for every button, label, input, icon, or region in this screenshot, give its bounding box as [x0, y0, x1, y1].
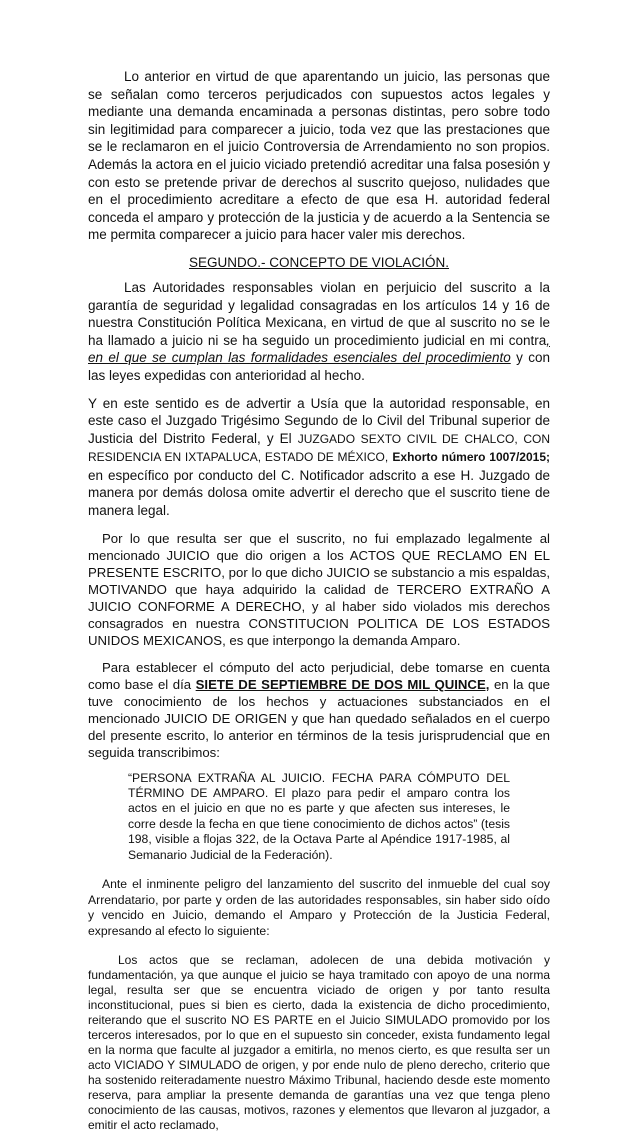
paragraph-5-end: en la que tuve conocimiento de los hechos y actuaciones substanciados en el mencionado JUICIO DE ORIGEN y que han quedado señalados en el cuerpo del presente escrito, lo anterior en términos de la tesis jurisprudencial que en seguida transcribimos: — [88, 676, 550, 760]
paragraph-2-emphasis: en el que se cumplan las formalidades esenciales del procedimiento — [88, 350, 511, 366]
paragraph-3 — [88, 395, 550, 520]
paragraph-2 — [88, 279, 550, 385]
paragraph-5-date: SIETE DE SEPTIEMBRE DE DOS MIL QUINCE, — [195, 676, 490, 692]
paragraph-3-text: Y en este sentido es de advertir a Usía que la autoridad responsable, en este caso el Juzgado Trigésimo Segundo de lo Civil del Tribunal superior de Justicia del Distrito Federal, y El — [88, 395, 550, 446]
paragraph-3-end: en específico por conducto del C. Notificador adscrito a ese H. Juzgado de manera por demás dolosa omite advertir el derecho que el suscrito tiene de manera legal. — [88, 467, 550, 519]
paragraph-3-exhorto: Exhorto número 1007/2015; — [392, 450, 550, 465]
paragraph-2-end: y con las leyes expedidas con anterioridad al hecho. — [88, 350, 550, 383]
section-heading: SEGUNDO.- CONCEPTO DE VIOLACIÓN. — [188, 254, 450, 270]
document-page — [88, 68, 550, 1133]
paragraph-5-text: Para establecer el cómputo del acto perjudicial, debe tomarse en cuenta como base el día — [88, 659, 550, 692]
paragraph-5 — [88, 659, 550, 761]
paragraph-2-text: Las Autoridades responsables violan en perjuicio del suscrito a la garantía de seguridad y legalidad consagradas en los artículos 14 y 16 de nuestra Constitución Política Mexicana, en virtud de que al suscrito no se le ha llamado a juicio ni se ha seguido un procedimiento judicial en mi contra — [88, 279, 550, 348]
paragraph-4: Por lo que resulta ser que el suscrito, no fui emplazado legalmente al mencionado JUICIO que dio origen a los ACTOS QUE RECLAMO EN EL PRESENTE ESCRITO, por lo que dicho JUICIO se substancio a mis espaldas, MOTIVANDO que haya adquirido la calidad de TERCERO EXTRAÑO A JUICIO CONFORME A DERECHO, y al haber sido violados mis derechos consagrados en nuestra CONSTITUCION POLITICA DE LOS ESTADOS UNIDOS MEXICANOS, es que interpongo la demanda Amparo. — [88, 530, 550, 648]
jurisprudence-quote: “PERSONA EXTRAÑA AL JUICIO. FECHA PARA CÓMPUTO DEL TÉRMINO DE AMPARO. El plazo para pedir el amparo contra los actos en el juicio en que no es parte y que afecten sus intereses, le corre desde la fecha en que tiene conocimiento de dichos actos” (tesis 198, visible a flojas 322, de la Octava Parte al Apéndice 1917-1985, al Semanario Judicial de la Federación). — [128, 770, 510, 862]
paragraph-2-comma: , — [546, 332, 550, 348]
paragraph-7: Los actos que se reclaman, adolecen de una debida motivación y fundamentación, ya que aunque el juicio se haya tramitado con apoyo de una norma legal, resulta ser que se encuentra viciado de origen y por tanto resulta inconstitucional, pues si bien es cierto, dada la existencia de dicho procedimiento, reiterando que el suscrito NO ES PARTE en el Juicio SIMULADO promovido por los terceros interesados, por lo que en el supuesto sin conceder, exista fundamento legal en la norma que faculte al juzgador a emitirla, no menos cierto, es que resulta ser un acto VICIADO Y SIMULADO de origen, y por ende nulo de pleno derecho, criterio que ha sostenido reiteradamente nuestro Máximo Tribunal, haciendo desde este momento reserva, para ampliar la presente demanda de garantías una vez que tenga pleno conocimiento de las causas, motivos, razones y elementos que llevaron al juzgador, a emitir el acto reclamado, — [88, 953, 550, 1133]
paragraph-3-court: JUZGADO SEXTO CIVIL DE CHALCO, CON RESIDENCIA EN IXTAPALUCA, ESTADO DE MÉXICO, — [88, 431, 550, 465]
paragraph-6: Ante el inminente peligro del lanzamiento del suscrito del inmueble del cual soy Arrendatario, por parte y orden de las autoridades responsables, sin haber sido oído y vencido en Juicio, demando el Amparo y Protección de la Justicia Federal, expresando al efecto lo siguiente: — [88, 877, 550, 938]
paragraph-1: Lo anterior en virtud de que aparentando un juicio, las personas que se señalan como terceros perjudicados con supuestos actos legales y mediante una demanda encaminada a personas distintas, pero sobre todo sin legitimidad para comparecer a juicio, toda vez que las prestaciones que se le reclamaron en el juicio Controversia de Arrendamiento no son propios. Además la actora en el juicio viciado pretendió acreditar una falsa posesión y con esto se pretende privar de derechos al suscrito quejoso, nulidades que en el procedimiento acreditare a efecto de que esa H. autoridad federal conceda el amparo y protección de la justicia y de acuerdo a la Sentencia se me permita comparecer a juicio para hacer valer mis derechos. — [88, 69, 550, 243]
